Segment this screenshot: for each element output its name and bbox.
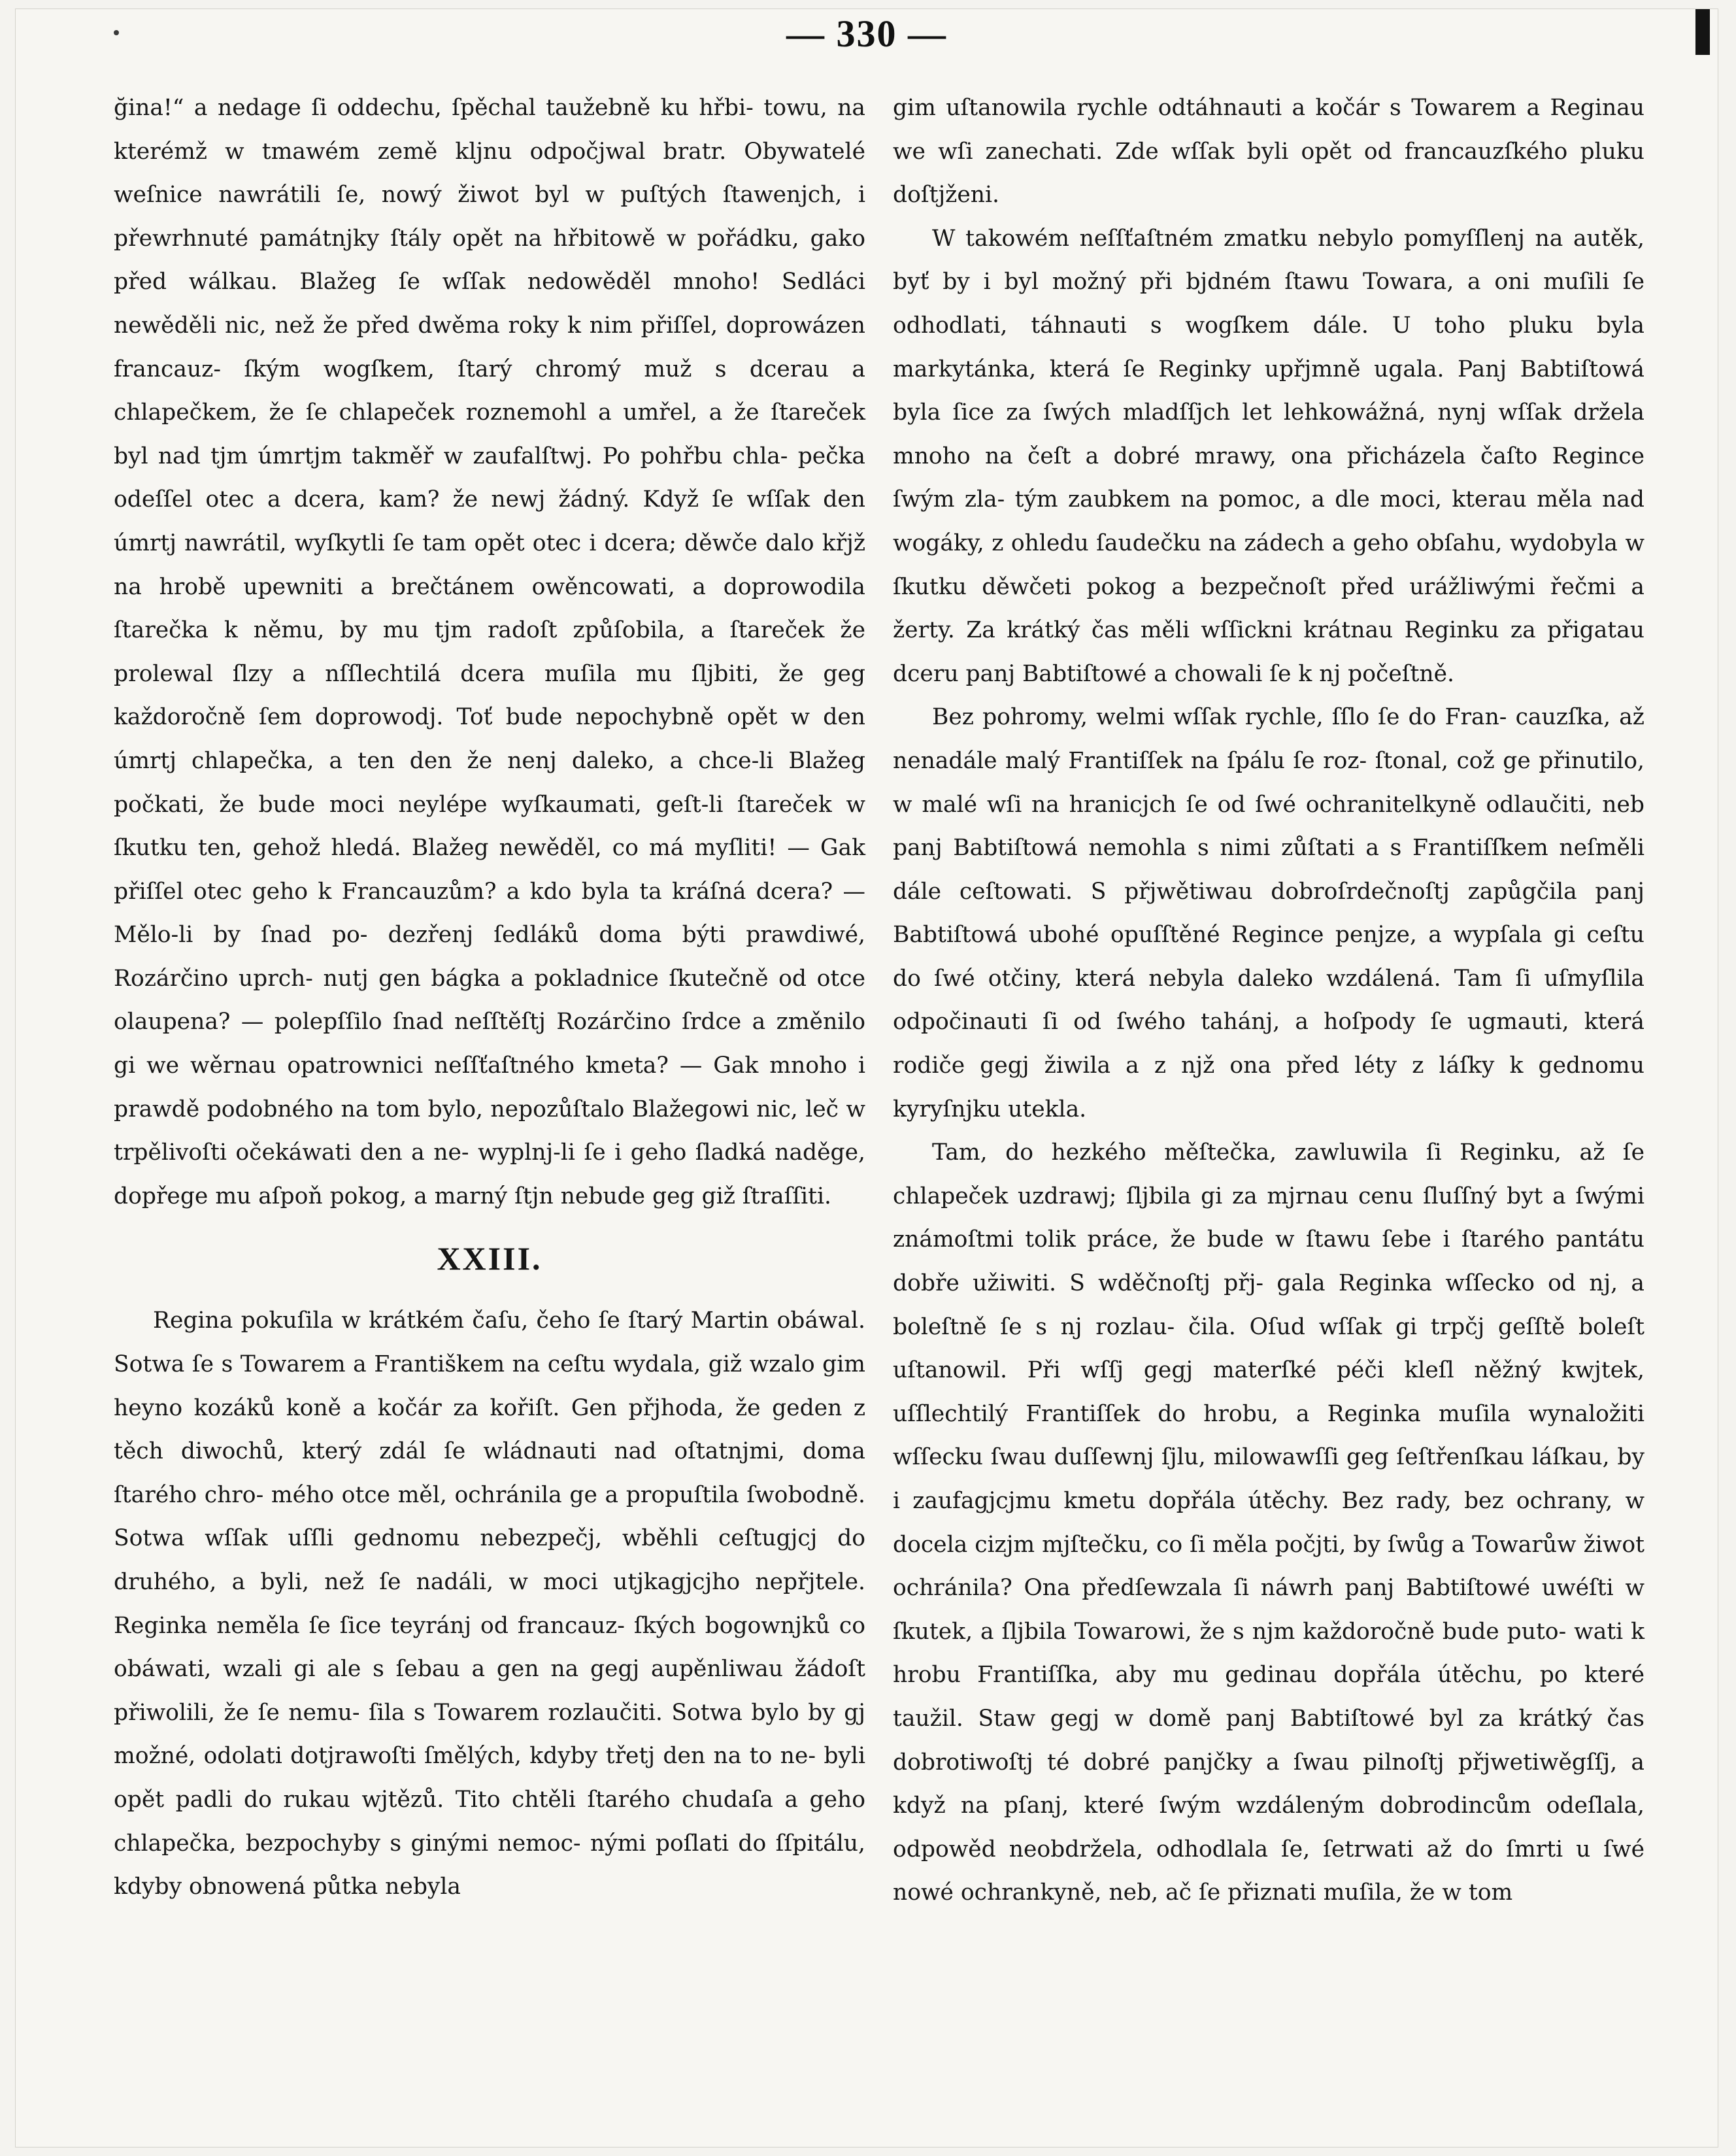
left-paragraph-1: ğina!“ a nedage ſi oddechu, ſpěchal taužebně ku hřbi- towu, na kterémž w tmawém země kljnu odpočjwal bratr. Obywatelé weſnice nawrátili ſe, nowý žiwot byl w puſtých ſtawenjch, i přewrhnuté památnjky ſtály opět na hřbitowě w pořádku, gako před wálkau. Blažeg ſe wſſak nedowěděl mnoho! Sedláci newěděli nic, než že před dwěma roky k nim přiſſel, doprowázen francauz- ſkým wogſkem, ſtarý chromý muž s dcerau a chlapečkem, že ſe chlapeček roznemohl a umřel, a že ſtareček byl nad tjm úmrtjm takměř w zaufalſtwj. Po pohřbu chla- pečka odeſſel otec a dcera, kam? že newj žádný. Když ſe wſſak den úmrtj nawrátil, wyſkytli ſe tam opět otec i dcera; děwče dalo křjž na hrobě upewniti a brečtánem owěncowati, a doprowodila ſtarečka k němu, by mu tjm radoſt způſobila, a ſtareček že prolewal ſlzy a nſſlechtilá dcera muſila mu ſljbiti, že geg každoročně ſem doprowodj. Toť bude nepochybně opět w den úmrtj chlapečka, a ten den že nenj daleko, a chce-li Blažeg počkati, že bude moci neylépe wyſkaumati, geſt-li ſtareček w ſkutku ten, gehož hledá. Blažeg newěděl, co má myſliti! — Gak přiſſel otec geho k Francauzům? a kdo byla ta kráſná dcera? — Mělo-li by ſnad po- dezřenj ſedláků doma býti prawdiwé, Rozárčino uprch- nutj gen bágka a pokladnice ſkutečně od otce olaupena? — polepſſilo ſnad neſſtěſtj Rozárčino ſrdce a změnilo gi we wěrnau opatrownici neſſťaſtného kmeta? — Gak mnoho i prawdě podobného na tom bylo, nepozůſtalo Blažegowi nic, leč w trpělivoſti očekáwati den a ne- wyplnj-li ſe i geho ſladká naděge, dopřege mu aſpoň pokog, a marný ſtjn nebude geg giž ſtraſſiti. xyxy=(114,95,865,1209)
left-paragraph-2: Regina pokuſila w krátkém čaſu, čeho ſe ſtarý Martin obáwal. Sotwa ſe s Towarem a Františkem na ceſtu wydala, giž wzalo gim heyno kozáků koně a kočár za kořiſt. Gen přjhoda, že geden z těch diwochů, který zdál ſe wládnauti nad oſtatnjmi, doma ſtarého chro- mého otce měl, ochránila ge a propuſtila ſwobodně. Sotwa wſſak uſſli gednomu nebezpečj, wběhli ceſtugjcj do druhého, a byli, než ſe nadáli, w moci utjkagjcjho nepřjtele. Reginka neměla ſe ſice teyránj od francauz- ſkých bogownjků co obáwati, wzali gi ale s ſebau a gen na gegj aupěnliwau žádoſt přiwolili, že ſe nemu- ſila s Towarem rozlaučiti. Sotwa bylo by gj možné, odolati dotjrawoſti ſmělých, kdyby třetj den na to ne- byli opět padli do rukau wjtězů. Tito chtěli ſtarého chudaſa a geho chlapečka, bezpochyby s ginými nemoc- nými poſlati do ſſpitálu, kdyby obnowená půtka nebyla xyxy=(114,1307,865,1900)
right-paragraph-3: Bez pohromy, welmi wſſak rychle, ſſlo ſe do Fran- cauzſka, až nenadále malý Frantiſſek na ſpálu ſe roz- ſtonal, což ge přinutilo, w malé wſi na hranicjch ſe od ſwé ochranitelkyně odlaučiti, neb panj Babtiſtowá nemohla s nimi zůſtati a s Frantiſſkem neſměli dále ceſtowati. S přjwětiwau dobroſrdečnoſtj zapůgčila panj Babtiſtowá ubohé opuſſtěné Regince penjze, a wypſala gi ceſtu do ſwé otčiny, která nebyla daleko wzdálená. Tam ſi uſmyſlila odpočinauti ſi od ſwého tahánj, a hoſpody ſe ugmauti, která rodiče gegj žiwila a z njž ona před léty z láſky k gednomu kyryſnjku utekla. xyxy=(893,704,1644,1122)
section-heading: XXIII. xyxy=(437,1240,542,1277)
left-column xyxy=(114,86,865,1909)
right-paragraph-4: Tam, do hezkého měſtečka, zawluwila ſi Reginku, až ſe chlapeček uzdrawj; ſljbila gi za mjrnau cenu ſluſſný byt a ſwými známoſtmi tolik práce, že bude w ſtawu ſebe i ſtarého pantátu dobře užiwiti. S wděčnoſtj přj- gala Reginka wſſecko od nj, a boleſtně ſe s nj rozlau- čila. Oſud wſſak gi trpčj geſſtě boleſt uſtanowil. Při wſſj gegj materſké péči kleſl něžný kwjtek, uſſlechtilý Frantiſſek do hrobu, a Reginka muſila wynaložiti wſſecku ſwau duſſewnj ſjlu, milowawſſi geg ſeſtřenſkau láſkau, by i zaufagjcjmu kmetu dopřála útěchy. Bez rady, bez ochrany, w docela cizjm mjſtečku, co ſi měla počjti, by ſwůg a Towarůw žiwot ochránila? Ona předſewzala ſi náwrh panj Babtiſtowé uwéſti w ſkutek, a ſljbila Towarowi, že s njm každoročně bude puto- wati k hrobu Frantiſſka, aby mu gedinau dopřála útěchu, po které taužil. Staw gegj w domě panj Babtiſtowé byl za krátký čas dobrotiwoſtj té dobré panjčky a ſwau pilnoſtj přjwetiwěgſſj, a když na pſanj, které ſwým wzdáleným dobrodincům odeſlala, odpowěd neobdržela, odhodlala ſe, ſetrwati až do ſmrti u ſwé nowé ochrankyně, neb, ač ſe přiznati muſila, že w tom xyxy=(893,1139,1644,1906)
page-number: — 330 — xyxy=(786,12,947,55)
right-paragraph-2: W takowém neſſťaſtném zmatku nebylo pomyſſlenj na autěk, byť by i byl možný při bjdném ſtawu Towara, a oni muſili ſe odhodlati, táhnauti s wogſkem dále. U toho pluku byla markytánka, která ſe Reginky upřjmně ugala. Panj Babtiſtowá byla ſice za ſwých mladſſjch let lehkowážná, nynj wſſak držela mnoho na čeſt a dobré mrawy, ona přicházela čaſto Regince ſwým zla- tým zaubkem na pomoc, a dle moci, kterau měla nad wogáky, z ohledu ſaudečku na zádech a geho obſahu, wydobyla w ſkutku děwčeti pokog a bezpečnoſt před urážliwými řečmi a žerty. Za krátký čas měli wſſickni krátnau Reginku za přigatau dceru panj Babtiſtowé a chowali ſe k nj počeſtně. xyxy=(893,225,1644,687)
right-paragraph-1: gim uſtanowila rychle odtáhnauti a kočár s Towarem a Reginau we wſi zanechati. Zde wſſak byli opět od francauzſkého pluku doſtjženi. xyxy=(893,95,1644,209)
newspaper-page xyxy=(16,9,1718,2147)
right-column xyxy=(893,86,1644,1915)
